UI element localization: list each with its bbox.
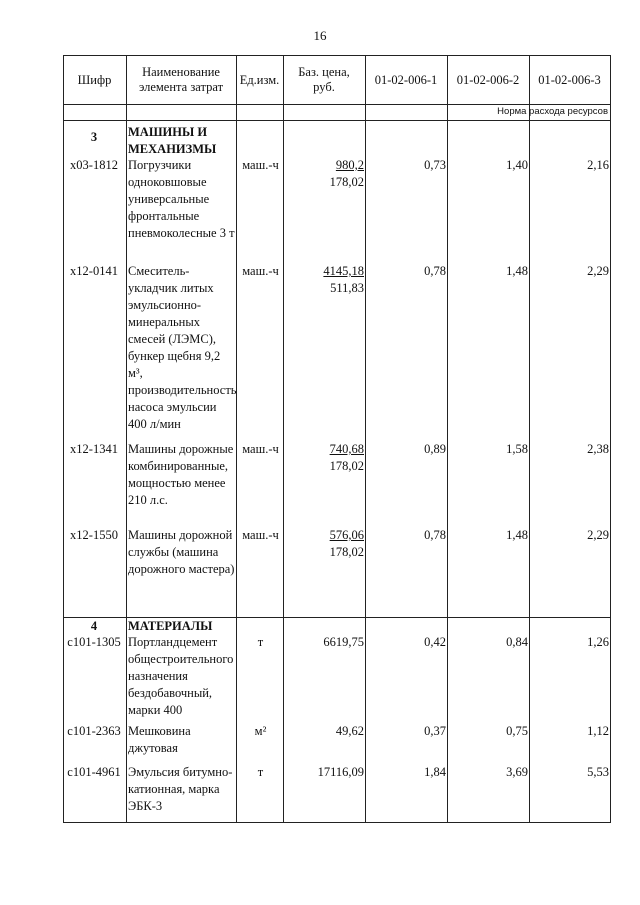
row-value-1: 1,84 [424,765,446,779]
row-name: Мешковина джутовая [128,724,191,755]
row-name: Смеситель-укладчик литых эмульсионно-минеральных смесей (ЛЭМС), бункер щебня 9,2 м³, производительность насоса эмульсии 400 л/мин [128,264,237,431]
row-name: Погрузчики одноковшовые универсальные фронтальные пневмоколесные 3 т [128,158,235,240]
price-top: 4145,18 [323,264,364,278]
row-unit: маш.-ч [242,264,279,278]
row-name: Машины дорожные комбинированные, мощностью менее 210 л.с. [128,442,234,507]
price-bottom: 178,02 [329,459,364,473]
header-price: Баз. цена, руб. [298,65,350,94]
row-code: с101-1305 [67,635,121,649]
row-unit: маш.-ч [242,158,279,172]
price-bottom: 178,02 [329,175,364,189]
row-code: х03-1812 [70,158,118,172]
row-value-2: 3,69 [506,765,528,779]
row-value-2: 0,75 [506,724,528,738]
row-price [284,441,364,475]
row-value-1: 0,37 [424,724,446,738]
price-top: 980,2 [335,158,364,172]
row-price: 49,62 [335,724,364,738]
row-value-3: 2,29 [587,264,609,278]
row-value-1: 0,42 [424,635,446,649]
header-col3: 01-02-006-3 [538,72,601,87]
row-unit: т [257,635,264,649]
row-value-3: 1,26 [587,635,609,649]
row-price [284,157,364,191]
row-value-2: 0,84 [506,635,528,649]
row-value-2: 1,48 [506,528,528,542]
price-bottom: 178,02 [329,545,364,559]
header-name: Наименование элемента затрат [138,65,224,94]
price-top: 740,68 [329,442,364,456]
header-col1: 01-02-006-1 [374,72,438,87]
row-code: х12-1341 [70,442,118,456]
row-code: х12-1550 [70,528,118,542]
row-price: 6619,75 [323,635,364,649]
row-value-3: 1,12 [587,724,609,738]
row-unit: м² [254,724,267,738]
row-value-1: 0,89 [424,442,446,456]
row-value-1: 0,73 [424,158,446,172]
row-unit: маш.-ч [242,442,279,456]
row-value-3: 2,38 [587,442,609,456]
row-unit: маш.-ч [242,528,279,542]
row-value-1: 0,78 [424,528,446,542]
section-title: МАТЕРИАЛЫ [128,619,213,633]
row-code: х12-0141 [70,264,118,278]
row-code: с101-2363 [67,724,121,738]
row-code: с101-4961 [67,765,121,779]
row-value-2: 1,58 [506,442,528,456]
row-name: Машины дорожной службы (машина дорожного мастера) [128,528,235,576]
header-code: Шифр [77,72,112,87]
row-name: Эмульсия битумно-катионная, марка ЭБК-3 [128,765,233,813]
header-unit: Ед.изм. [239,72,280,87]
price-bottom: 511,83 [330,281,364,295]
section-title: МАШИНЫ И МЕХАНИЗМЫ [128,125,217,156]
price-top: 576,06 [329,528,364,542]
section-number: 4 [90,619,98,633]
row-name: Портландцемент общестроительного назначения бездобавочный, марки 400 [128,635,234,717]
row-value-3: 2,16 [587,158,609,172]
section-number: 3 [90,130,98,144]
row-price [284,263,364,297]
page-number: 16 [313,28,327,43]
row-price [284,527,364,561]
row-unit: т [257,765,264,779]
row-value-3: 2,29 [587,528,609,542]
row-value-2: 1,48 [506,264,528,278]
row-value-1: 0,78 [424,264,446,278]
norma-label: Норма расхода ресурсов [497,106,608,117]
header-col2: 01-02-006-2 [456,72,520,87]
row-value-2: 1,40 [506,158,528,172]
row-value-3: 5,53 [587,765,609,779]
row-price: 17116,09 [317,765,364,779]
